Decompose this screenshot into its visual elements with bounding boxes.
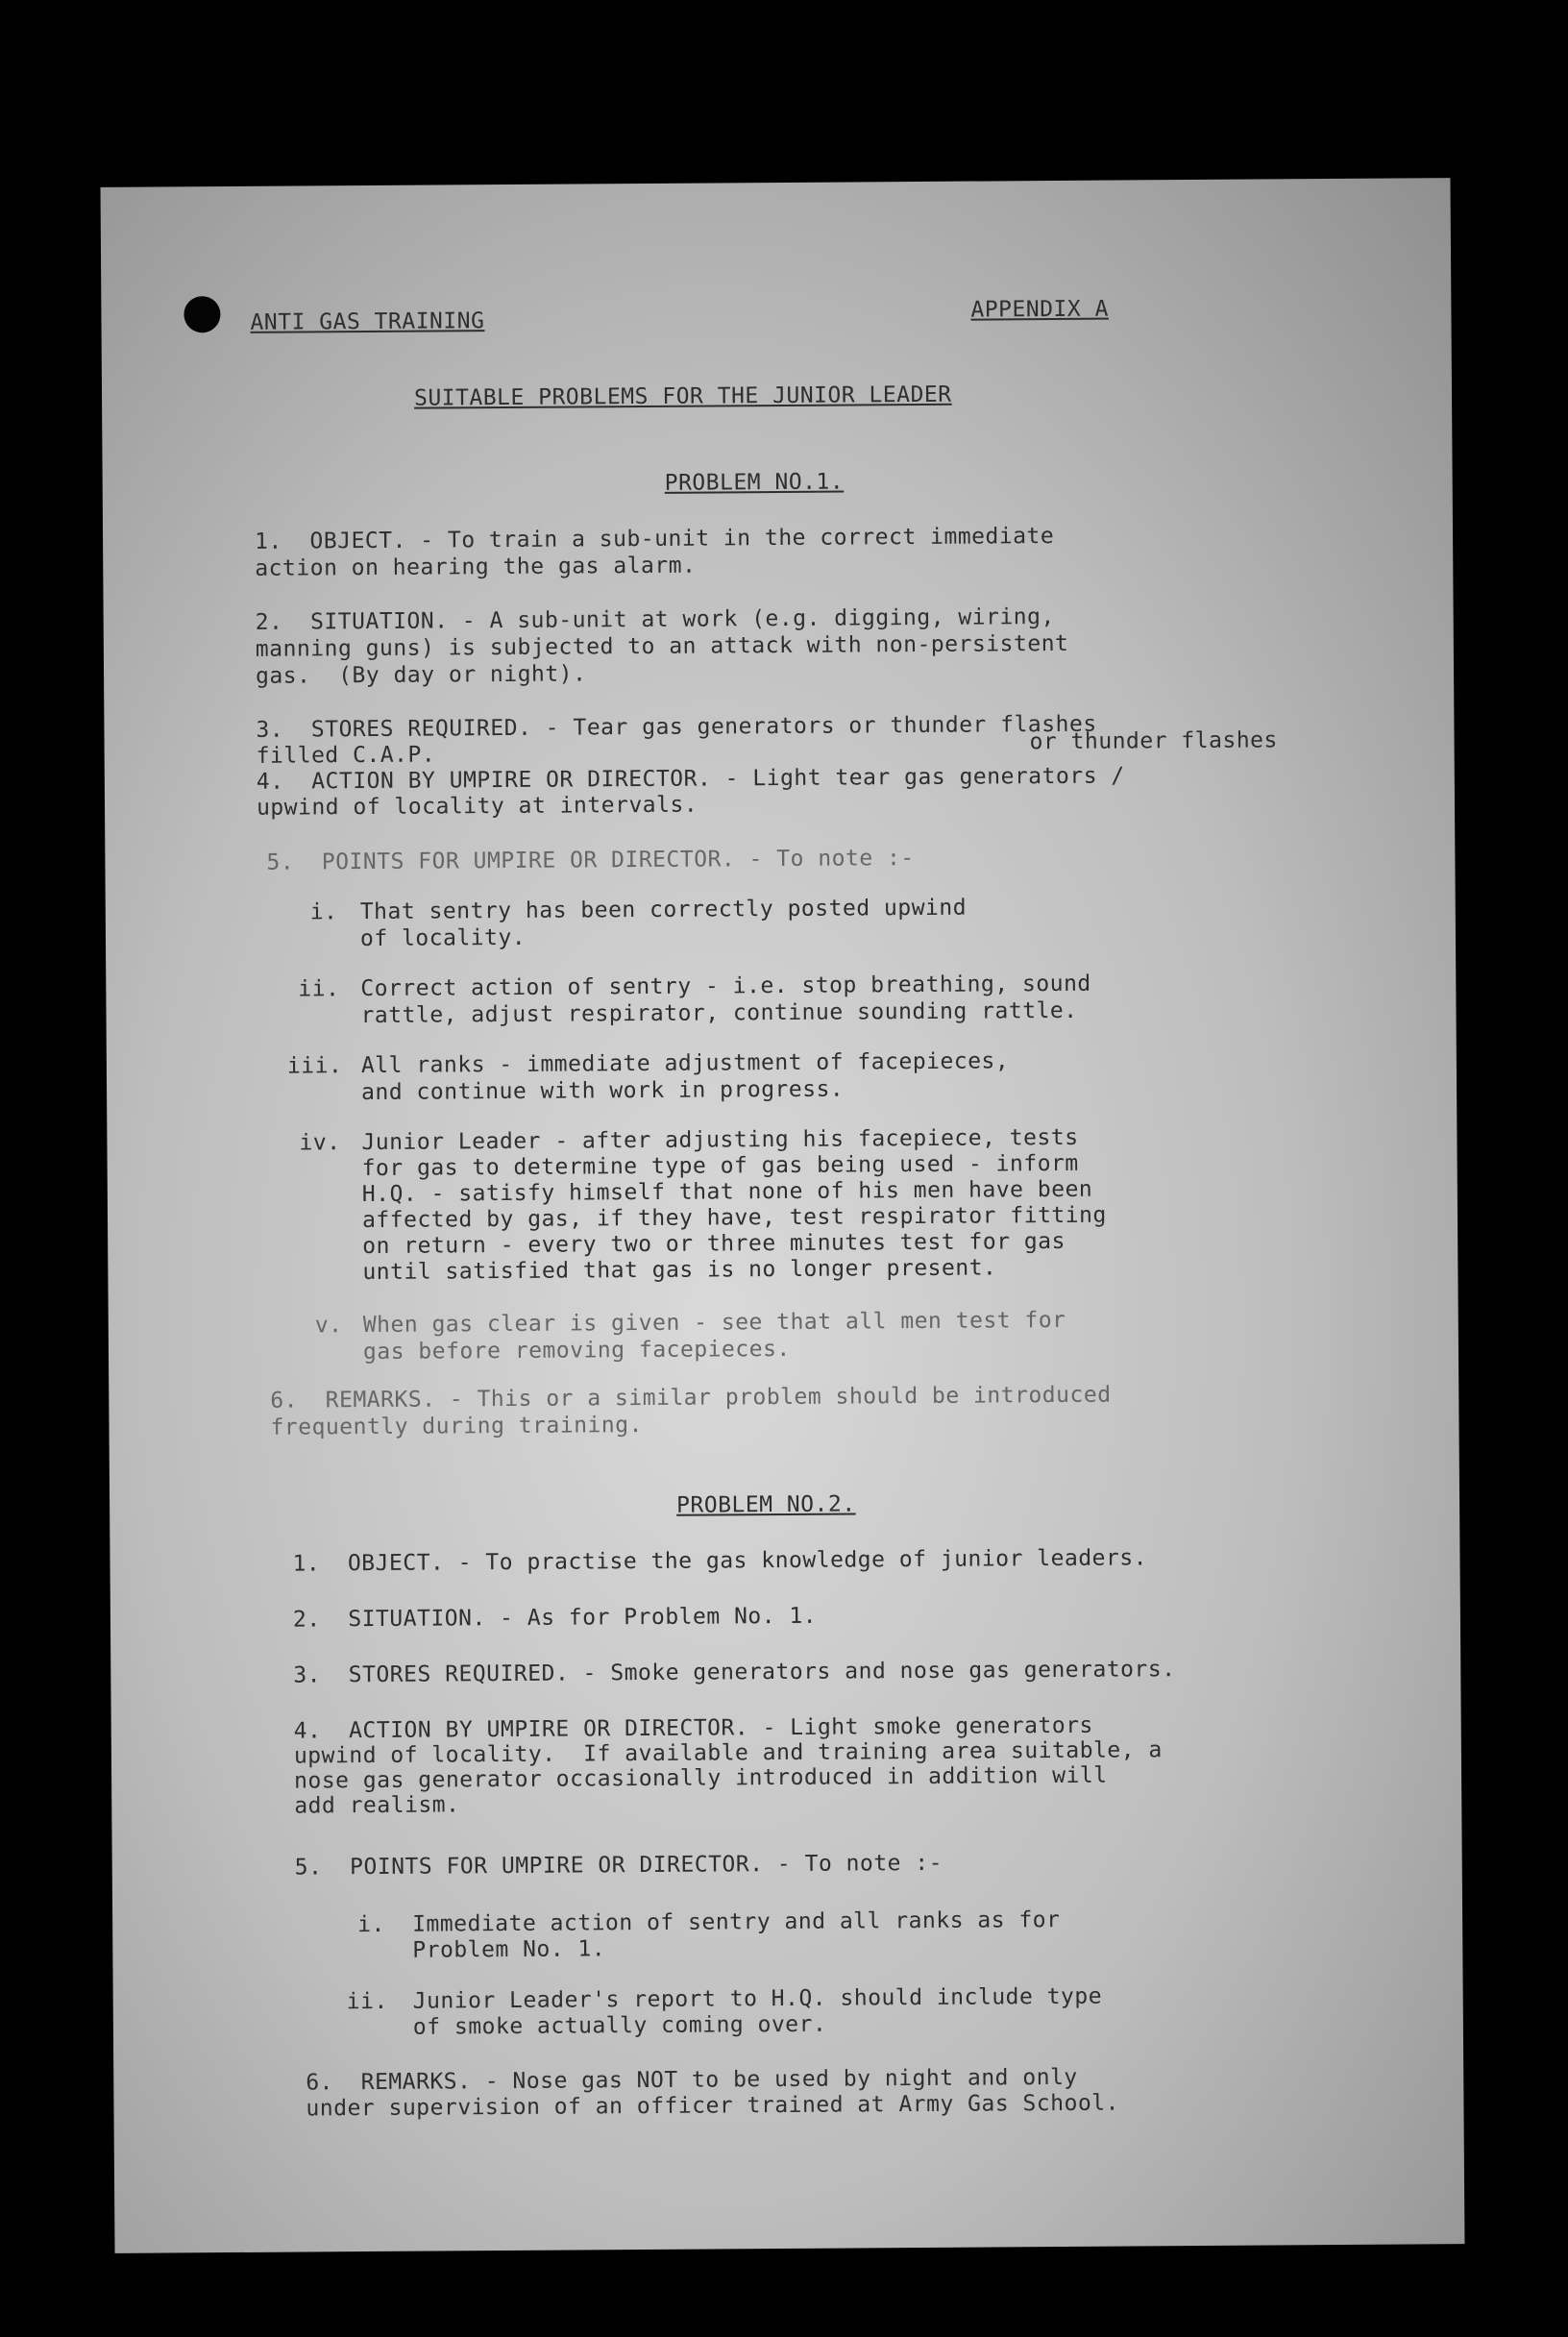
p1-point-ii-line1: Correct action of sentry - i.e. stop breathing, sound	[360, 971, 1091, 1002]
p2-action-line4: add realism.	[294, 1792, 460, 1819]
punch-hole	[184, 296, 220, 332]
p1-point-v-num: v.	[314, 1313, 343, 1339]
p1-points-heading: 5. POINTS FOR UMPIRE OR DIRECTOR. - To note :-	[266, 846, 915, 875]
p2-remarks-line1: 6. REMARKS. - Nose gas NOT to be used by night and only	[306, 2064, 1078, 2096]
p1-point-iv-line4: affected by gas, if they have, test respirator fitting	[361, 1202, 1107, 1234]
p1-point-i-line2: of locality.	[359, 924, 527, 952]
p2-point-ii-line2: of smoke actually coming over.	[412, 2011, 827, 2040]
p1-point-iii-line1: All ranks - immediate adjustment of facepieces,	[360, 1048, 1010, 1079]
p1-situation-line3: gas. (By day or night).	[255, 661, 587, 689]
p2-situation: 2. SITUATION. - As for Problem No. 1.	[292, 1603, 818, 1633]
p2-point-ii-num: ii.	[346, 1988, 388, 2015]
p1-object-line1: 1. OBJECT. - To train a sub-unit in the correct immediate	[255, 524, 1055, 554]
p1-situation-line1: 2. SITUATION. - A sub-unit at work (e.g. digging, wiring,	[255, 604, 1055, 635]
p1-point-iii-num: iii.	[286, 1053, 343, 1079]
p2-point-ii-line1: Junior Leader's report to H.Q. should include type	[412, 1983, 1103, 2014]
p1-point-i-num: i.	[309, 899, 338, 925]
document-page	[101, 178, 1465, 2253]
p1-point-iv-line6: until satisfied that gas is no longer present.	[362, 1255, 997, 1286]
p2-point-i-line1: Immediate action of sentry and all ranks as for	[412, 1907, 1061, 1937]
p2-points-heading: 5. POINTS FOR UMPIRE OR DIRECTOR. - To note :-	[294, 1850, 943, 1881]
p1-point-ii-line2: rattle, adjust respirator, continue sounding rattle.	[360, 997, 1078, 1029]
p2-point-i-line2: Problem No. 1.	[412, 1936, 606, 1963]
p1-stores-line2: filled C.A.P.	[256, 742, 436, 769]
p1-point-ii-num: ii.	[298, 976, 340, 1002]
problem1-heading: PROBLEM NO.1.	[664, 469, 845, 496]
p1-point-iv-line5: on return - every two or three minutes test for gas	[362, 1228, 1066, 1260]
p1-point-v-line1: When gas clear is given - see that all men test for	[362, 1307, 1066, 1339]
p1-stores-line1: 3. STORES REQUIRED. - Tear gas generators or thunder flashes	[256, 711, 1097, 743]
p1-point-iv-line1: Junior Leader - after adjusting his facepiece, tests	[361, 1124, 1079, 1156]
p1-point-iv-line2: for gas to determine type of gas being used - inform	[361, 1150, 1079, 1182]
p1-point-iii-line2: and continue with work in progress.	[361, 1076, 845, 1106]
p1-point-iv-line3: H.Q. - satisfy himself that none of his men have been	[361, 1176, 1093, 1208]
p2-point-i-num: i.	[357, 1911, 385, 1938]
problem2-heading: PROBLEM NO.2.	[676, 1491, 856, 1518]
header-right: APPENDIX A	[970, 296, 1109, 323]
p1-situation-line2: manning guns) is subjected to an attack with non-persistent	[255, 630, 1069, 662]
p1-remarks-line1: 6. REMARKS. - This or a similar problem should be introduced	[270, 1382, 1112, 1414]
p1-object-line2: action on hearing the gas alarm.	[255, 553, 697, 581]
p1-action-line2: upwind of locality at intervals.	[256, 792, 698, 821]
p1-stores-insert: or thunder flashes	[1029, 727, 1278, 755]
p1-action-line1: 4. ACTION BY UMPIRE OR DIRECTOR. - Light tear gas generators /	[256, 763, 1125, 795]
p2-remarks-line2: under supervision of an officer trained at Army Gas School.	[306, 2090, 1120, 2122]
p1-point-i-line1: That sentry has been correctly posted upwind	[359, 895, 968, 925]
p2-object: 1. OBJECT. - To practise the gas knowledge of junior leaders.	[292, 1545, 1148, 1577]
p2-action-line2: upwind of locality. If available and training area suitable, a	[293, 1737, 1163, 1769]
p1-point-v-line2: gas before removing facepieces.	[362, 1336, 791, 1365]
p1-remarks-line2: frequently during training.	[270, 1413, 643, 1440]
header-left: ANTI GAS TRAINING	[250, 308, 485, 335]
document-title: SUITABLE PROBLEMS FOR THE JUNIOR LEADER	[413, 381, 952, 411]
p2-action-line1: 4. ACTION BY UMPIRE OR DIRECTOR. - Light smoke generators	[293, 1712, 1093, 1744]
p2-action-line3: nose gas generator occasionally introduced in addition will	[294, 1762, 1108, 1794]
p2-stores: 3. STORES REQUIRED. - Smoke generators and nose gas generators.	[293, 1657, 1176, 1688]
p1-point-iv-num: iv.	[299, 1130, 341, 1156]
